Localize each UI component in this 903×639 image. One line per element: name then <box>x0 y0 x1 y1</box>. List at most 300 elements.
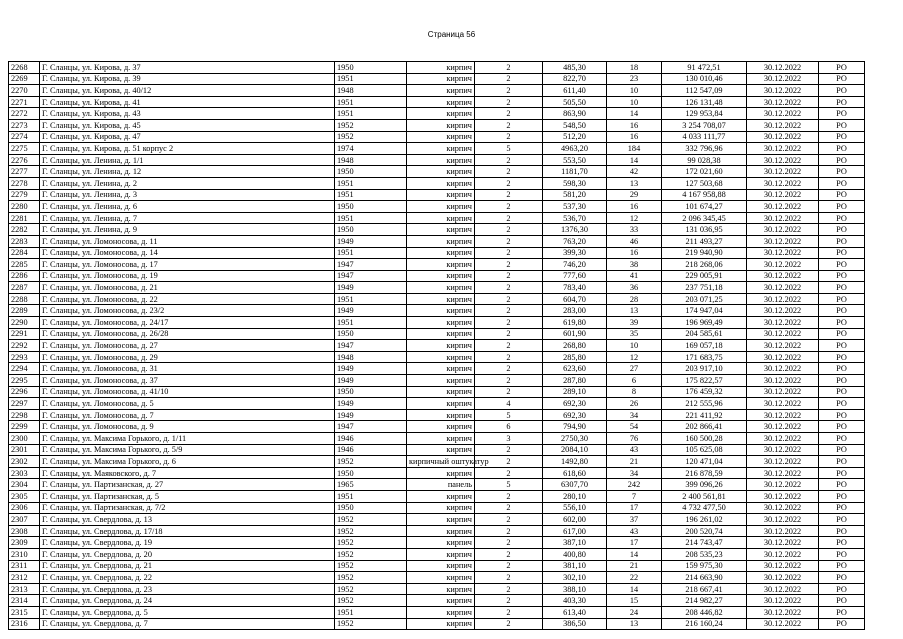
table-row <box>9 62 865 74</box>
area-cell: 280,10 <box>543 490 607 502</box>
amount-cell: 3 254 708,07 <box>662 119 747 131</box>
table-row <box>9 189 865 201</box>
build-year-cell: 1947 <box>335 340 407 352</box>
date-cell: 30.12.2022 <box>747 201 819 213</box>
table-row <box>9 212 865 224</box>
program-code-cell: РО <box>819 398 865 410</box>
wall-material-cell: кирпич <box>407 96 475 108</box>
residents-count-cell: 14 <box>607 154 662 166</box>
amount-cell: 2 400 561,81 <box>662 490 747 502</box>
floors-cell: 6 <box>475 421 543 433</box>
date-cell: 30.12.2022 <box>747 212 819 224</box>
date-cell: 30.12.2022 <box>747 96 819 108</box>
build-year-cell: 1952 <box>335 618 407 630</box>
program-code-cell: РО <box>819 375 865 387</box>
row-number-cell: 2299 <box>9 421 40 433</box>
table-row <box>9 618 865 630</box>
date-cell: 30.12.2022 <box>747 224 819 236</box>
wall-material-cell: кирпич <box>407 201 475 213</box>
area-cell: 6307,70 <box>543 479 607 491</box>
build-year-cell: 1951 <box>335 108 407 120</box>
build-year-cell: 1952 <box>335 548 407 560</box>
row-number-cell: 2287 <box>9 282 40 294</box>
program-code-cell: РО <box>819 595 865 607</box>
residents-count-cell: 10 <box>607 96 662 108</box>
floors-cell: 2 <box>475 119 543 131</box>
area-cell: 783,40 <box>543 282 607 294</box>
build-year-cell: 1946 <box>335 444 407 456</box>
area-cell: 285,80 <box>543 351 607 363</box>
address-cell: Г. Сланцы, ул. Ломоносова, д. 23/2 <box>40 305 335 317</box>
address-cell: Г. Сланцы, ул. Ломоносова, д. 31 <box>40 363 335 375</box>
wall-material-cell: кирпич <box>407 386 475 398</box>
area-cell: 268,80 <box>543 340 607 352</box>
program-code-cell: РО <box>819 96 865 108</box>
row-number-cell: 2296 <box>9 386 40 398</box>
residents-count-cell: 26 <box>607 398 662 410</box>
area-cell: 604,70 <box>543 293 607 305</box>
program-code-cell: РО <box>819 235 865 247</box>
address-cell: Г. Сланцы, ул. Ленина, д. 1/1 <box>40 154 335 166</box>
program-code-cell: РО <box>819 409 865 421</box>
build-year-cell: 1947 <box>335 270 407 282</box>
area-cell: 388,10 <box>543 583 607 595</box>
build-year-cell: 1948 <box>335 154 407 166</box>
program-code-cell: РО <box>819 62 865 74</box>
residents-count-cell: 242 <box>607 479 662 491</box>
program-code-cell: РО <box>819 119 865 131</box>
area-cell: 2084,10 <box>543 444 607 456</box>
table-row <box>9 328 865 340</box>
date-cell: 30.12.2022 <box>747 409 819 421</box>
amount-cell: 129 953,84 <box>662 108 747 120</box>
residents-count-cell: 28 <box>607 293 662 305</box>
build-year-cell: 1952 <box>335 537 407 549</box>
floors-cell: 2 <box>475 270 543 282</box>
residents-count-cell: 6 <box>607 375 662 387</box>
residents-count-cell: 41 <box>607 270 662 282</box>
table-row <box>9 572 865 584</box>
build-year-cell: 1950 <box>335 62 407 74</box>
floors-cell: 2 <box>475 583 543 595</box>
program-code-cell: РО <box>819 201 865 213</box>
floors-cell: 2 <box>475 73 543 85</box>
floors-cell: 2 <box>475 189 543 201</box>
residents-count-cell: 29 <box>607 189 662 201</box>
page-title: Страница 56 <box>427 30 476 39</box>
area-cell: 536,70 <box>543 212 607 224</box>
table-row <box>9 525 865 537</box>
date-cell: 30.12.2022 <box>747 606 819 618</box>
floors-cell: 2 <box>475 166 543 178</box>
date-cell: 30.12.2022 <box>747 340 819 352</box>
table-row <box>9 479 865 491</box>
residents-count-cell: 16 <box>607 131 662 143</box>
table-row <box>9 131 865 143</box>
residents-count-cell: 22 <box>607 572 662 584</box>
date-cell: 30.12.2022 <box>747 317 819 329</box>
amount-cell: 159 975,30 <box>662 560 747 572</box>
area-cell: 692,30 <box>543 398 607 410</box>
address-cell: Г. Сланцы, ул. Свердлова, д. 17/18 <box>40 525 335 537</box>
residents-count-cell: 16 <box>607 119 662 131</box>
build-year-cell: 1952 <box>335 131 407 143</box>
program-code-cell: РО <box>819 537 865 549</box>
area-cell: 623,60 <box>543 363 607 375</box>
program-code-cell: РО <box>819 270 865 282</box>
area-cell: 537,30 <box>543 201 607 213</box>
residents-count-cell: 42 <box>607 166 662 178</box>
amount-cell: 219 940,90 <box>662 247 747 259</box>
area-cell: 692,30 <box>543 409 607 421</box>
residents-count-cell: 23 <box>607 73 662 85</box>
address-cell: Г. Сланцы, ул. Ломоносова, д. 11 <box>40 235 335 247</box>
amount-cell: 2 096 345,45 <box>662 212 747 224</box>
date-cell: 30.12.2022 <box>747 595 819 607</box>
row-number-cell: 2270 <box>9 85 40 97</box>
area-cell: 794,90 <box>543 421 607 433</box>
amount-cell: 196 261,02 <box>662 514 747 526</box>
wall-material-cell: кирпич <box>407 119 475 131</box>
table-row <box>9 537 865 549</box>
build-year-cell: 1951 <box>335 606 407 618</box>
residents-count-cell: 8 <box>607 386 662 398</box>
row-number-cell: 2298 <box>9 409 40 421</box>
residents-count-cell: 35 <box>607 328 662 340</box>
row-number-cell: 2282 <box>9 224 40 236</box>
amount-cell: 211 493,27 <box>662 235 747 247</box>
area-cell: 581,20 <box>543 189 607 201</box>
program-code-cell: РО <box>819 247 865 259</box>
floors-cell: 2 <box>475 502 543 514</box>
address-cell: Г. Сланцы, ул. Свердлова, д. 23 <box>40 583 335 595</box>
wall-material-cell: кирпич <box>407 85 475 97</box>
table-row <box>9 351 865 363</box>
program-code-cell: РО <box>819 606 865 618</box>
row-number-cell: 2312 <box>9 572 40 584</box>
amount-cell: 200 520,74 <box>662 525 747 537</box>
address-cell: Г. Сланцы, ул. Ломоносова, д. 27 <box>40 340 335 352</box>
address-cell: Г. Сланцы, ул. Кирова, д. 41 <box>40 96 335 108</box>
address-cell: Г. Сланцы, ул. Ломоносова, д. 26/28 <box>40 328 335 340</box>
row-number-cell: 2276 <box>9 154 40 166</box>
row-number-cell: 2277 <box>9 166 40 178</box>
floors-cell: 2 <box>475 444 543 456</box>
table-row <box>9 363 865 375</box>
wall-material-cell: кирпич <box>407 340 475 352</box>
floors-cell: 2 <box>475 305 543 317</box>
row-number-cell: 2302 <box>9 456 40 468</box>
date-cell: 30.12.2022 <box>747 398 819 410</box>
program-code-cell: РО <box>819 618 865 630</box>
build-year-cell: 1947 <box>335 421 407 433</box>
area-cell: 822,70 <box>543 73 607 85</box>
wall-material-cell: кирпич <box>407 154 475 166</box>
area-cell: 553,50 <box>543 154 607 166</box>
residents-count-cell: 13 <box>607 618 662 630</box>
wall-material-cell: кирпич <box>407 62 475 74</box>
build-year-cell: 1951 <box>335 293 407 305</box>
amount-cell: 208 535,23 <box>662 548 747 560</box>
date-cell: 30.12.2022 <box>747 247 819 259</box>
address-cell: Г. Сланцы, ул. Ломоносова, д. 24/17 <box>40 317 335 329</box>
build-year-cell: 1950 <box>335 502 407 514</box>
wall-material-cell: кирпич <box>407 131 475 143</box>
floors-cell: 2 <box>475 351 543 363</box>
wall-material-cell: кирпич <box>407 490 475 502</box>
table-row <box>9 444 865 456</box>
floors-cell: 2 <box>475 201 543 213</box>
address-cell: Г. Сланцы, ул. Свердлова, д. 21 <box>40 560 335 572</box>
program-code-cell: РО <box>819 212 865 224</box>
build-year-cell: 1950 <box>335 224 407 236</box>
program-code-cell: РО <box>819 572 865 584</box>
table-row <box>9 606 865 618</box>
residents-count-cell: 46 <box>607 235 662 247</box>
date-cell: 30.12.2022 <box>747 548 819 560</box>
area-cell: 611,40 <box>543 85 607 97</box>
program-code-cell: РО <box>819 351 865 363</box>
wall-material-cell: кирпич <box>407 293 475 305</box>
amount-cell: 203 071,25 <box>662 293 747 305</box>
floors-cell: 2 <box>475 618 543 630</box>
program-code-cell: РО <box>819 293 865 305</box>
wall-material-cell: кирпич <box>407 572 475 584</box>
wall-material-cell: кирпич <box>407 235 475 247</box>
address-cell: Г. Сланцы, ул. Ломоносова, д. 5 <box>40 398 335 410</box>
table-row <box>9 270 865 282</box>
program-code-cell: РО <box>819 467 865 479</box>
floors-cell: 2 <box>475 62 543 74</box>
date-cell: 30.12.2022 <box>747 270 819 282</box>
table-row <box>9 386 865 398</box>
residents-count-cell: 39 <box>607 317 662 329</box>
residents-count-cell: 12 <box>607 212 662 224</box>
table-row <box>9 305 865 317</box>
address-cell: Г. Сланцы, ул. Ломоносова, д. 19 <box>40 270 335 282</box>
address-cell: Г. Сланцы, ул. Ленина, д. 12 <box>40 166 335 178</box>
amount-cell: 169 057,18 <box>662 340 747 352</box>
residents-count-cell: 36 <box>607 282 662 294</box>
area-cell: 400,80 <box>543 548 607 560</box>
address-cell: Г. Сланцы, ул. Ломоносова, д. 7 <box>40 409 335 421</box>
wall-material-cell: кирпич <box>407 247 475 259</box>
area-cell: 485,30 <box>543 62 607 74</box>
area-cell: 2750,30 <box>543 433 607 445</box>
date-cell: 30.12.2022 <box>747 62 819 74</box>
build-year-cell: 1951 <box>335 189 407 201</box>
residents-count-cell: 15 <box>607 595 662 607</box>
row-number-cell: 2313 <box>9 583 40 595</box>
area-cell: 399,30 <box>543 247 607 259</box>
address-cell: Г. Сланцы, ул. Партизанская, д. 5 <box>40 490 335 502</box>
address-cell: Г. Сланцы, ул. Свердлова, д. 7 <box>40 618 335 630</box>
area-cell: 602,00 <box>543 514 607 526</box>
floors-cell: 2 <box>475 108 543 120</box>
wall-material-cell: кирпич <box>407 421 475 433</box>
build-year-cell: 1949 <box>335 282 407 294</box>
address-cell: Г. Сланцы, ул. Свердлова, д. 24 <box>40 595 335 607</box>
area-cell: 289,10 <box>543 386 607 398</box>
area-cell: 863,90 <box>543 108 607 120</box>
table-row <box>9 224 865 236</box>
address-cell: Г. Сланцы, ул. Кирова, д. 45 <box>40 119 335 131</box>
build-year-cell: 1949 <box>335 363 407 375</box>
area-cell: 403,30 <box>543 595 607 607</box>
residents-count-cell: 16 <box>607 247 662 259</box>
build-year-cell: 1951 <box>335 96 407 108</box>
wall-material-cell: кирпич <box>407 560 475 572</box>
table-row <box>9 490 865 502</box>
date-cell: 30.12.2022 <box>747 456 819 468</box>
housing-registry-table <box>8 61 865 630</box>
date-cell: 30.12.2022 <box>747 166 819 178</box>
wall-material-cell: кирпич <box>407 375 475 387</box>
build-year-cell: 1952 <box>335 456 407 468</box>
wall-material-cell: кирпич <box>407 212 475 224</box>
program-code-cell: РО <box>819 363 865 375</box>
date-cell: 30.12.2022 <box>747 375 819 387</box>
address-cell: Г. Сланцы, ул. Кирова, д. 40/12 <box>40 85 335 97</box>
address-cell: Г. Сланцы, ул. Ломоносова, д. 37 <box>40 375 335 387</box>
residents-count-cell: 10 <box>607 340 662 352</box>
row-number-cell: 2288 <box>9 293 40 305</box>
area-cell: 283,00 <box>543 305 607 317</box>
build-year-cell: 1948 <box>335 351 407 363</box>
table-row <box>9 595 865 607</box>
floors-cell: 2 <box>475 560 543 572</box>
build-year-cell: 1949 <box>335 305 407 317</box>
table-row <box>9 502 865 514</box>
area-cell: 302,10 <box>543 572 607 584</box>
area-cell: 618,60 <box>543 467 607 479</box>
wall-material-cell: кирпичный оштукатур <box>407 456 475 468</box>
row-number-cell: 2271 <box>9 96 40 108</box>
row-number-cell: 2297 <box>9 398 40 410</box>
row-number-cell: 2306 <box>9 502 40 514</box>
floors-cell: 2 <box>475 595 543 607</box>
row-number-cell: 2291 <box>9 328 40 340</box>
date-cell: 30.12.2022 <box>747 537 819 549</box>
build-year-cell: 1952 <box>335 595 407 607</box>
area-cell: 598,30 <box>543 177 607 189</box>
program-code-cell: РО <box>819 282 865 294</box>
wall-material-cell: кирпич <box>407 502 475 514</box>
table-row <box>9 177 865 189</box>
address-cell: Г. Сланцы, ул. Кирова, д. 47 <box>40 131 335 143</box>
program-code-cell: РО <box>819 189 865 201</box>
wall-material-cell: кирпич <box>407 409 475 421</box>
area-cell: 777,60 <box>543 270 607 282</box>
program-code-cell: РО <box>819 317 865 329</box>
date-cell: 30.12.2022 <box>747 351 819 363</box>
floors-cell: 2 <box>475 548 543 560</box>
address-cell: Г. Сланцы, ул. Ленина, д. 9 <box>40 224 335 236</box>
floors-cell: 2 <box>475 386 543 398</box>
build-year-cell: 1951 <box>335 212 407 224</box>
floors-cell: 2 <box>475 235 543 247</box>
row-number-cell: 2294 <box>9 363 40 375</box>
residents-count-cell: 76 <box>607 433 662 445</box>
build-year-cell: 1952 <box>335 583 407 595</box>
date-cell: 30.12.2022 <box>747 386 819 398</box>
date-cell: 30.12.2022 <box>747 328 819 340</box>
date-cell: 30.12.2022 <box>747 143 819 155</box>
amount-cell: 332 796,96 <box>662 143 747 155</box>
wall-material-cell: кирпич <box>407 351 475 363</box>
amount-cell: 172 021,60 <box>662 166 747 178</box>
table-row <box>9 375 865 387</box>
build-year-cell: 1948 <box>335 85 407 97</box>
address-cell: Г. Сланцы, ул. Партизанская, д. 7/2 <box>40 502 335 514</box>
wall-material-cell: кирпич <box>407 143 475 155</box>
residents-count-cell: 16 <box>607 201 662 213</box>
area-cell: 613,40 <box>543 606 607 618</box>
date-cell: 30.12.2022 <box>747 444 819 456</box>
table-row <box>9 247 865 259</box>
build-year-cell: 1951 <box>335 73 407 85</box>
wall-material-cell: кирпич <box>407 444 475 456</box>
wall-material-cell: кирпич <box>407 259 475 271</box>
floors-cell: 2 <box>475 317 543 329</box>
build-year-cell: 1946 <box>335 433 407 445</box>
table-row <box>9 409 865 421</box>
table-row <box>9 73 865 85</box>
date-cell: 30.12.2022 <box>747 514 819 526</box>
area-cell: 1181,70 <box>543 166 607 178</box>
address-cell: Г. Сланцы, ул. Максима Горького, д. 5/9 <box>40 444 335 456</box>
floors-cell: 2 <box>475 537 543 549</box>
floors-cell: 2 <box>475 340 543 352</box>
amount-cell: 214 743,47 <box>662 537 747 549</box>
program-code-cell: РО <box>819 444 865 456</box>
program-code-cell: РО <box>819 131 865 143</box>
date-cell: 30.12.2022 <box>747 131 819 143</box>
table-row <box>9 398 865 410</box>
floors-cell: 2 <box>475 375 543 387</box>
program-code-cell: РО <box>819 177 865 189</box>
wall-material-cell: кирпич <box>407 189 475 201</box>
date-cell: 30.12.2022 <box>747 108 819 120</box>
floors-cell: 2 <box>475 177 543 189</box>
residents-count-cell: 37 <box>607 514 662 526</box>
residents-count-cell: 14 <box>607 583 662 595</box>
row-number-cell: 2275 <box>9 143 40 155</box>
date-cell: 30.12.2022 <box>747 282 819 294</box>
table-row <box>9 119 865 131</box>
address-cell: Г. Сланцы, ул. Ломоносова, д. 9 <box>40 421 335 433</box>
build-year-cell: 1952 <box>335 560 407 572</box>
row-number-cell: 2305 <box>9 490 40 502</box>
row-number-cell: 2307 <box>9 514 40 526</box>
floors-cell: 2 <box>475 525 543 537</box>
wall-material-cell: кирпич <box>407 270 475 282</box>
wall-material-cell: кирпич <box>407 398 475 410</box>
address-cell: Г. Сланцы, ул. Партизанская, д. 27 <box>40 479 335 491</box>
row-number-cell: 2308 <box>9 525 40 537</box>
wall-material-cell: кирпич <box>407 595 475 607</box>
table-row <box>9 235 865 247</box>
wall-material-cell: кирпич <box>407 606 475 618</box>
address-cell: Г. Сланцы, ул. Свердлова, д. 13 <box>40 514 335 526</box>
amount-cell: 216 160,24 <box>662 618 747 630</box>
date-cell: 30.12.2022 <box>747 490 819 502</box>
date-cell: 30.12.2022 <box>747 479 819 491</box>
amount-cell: 160 500,28 <box>662 433 747 445</box>
residents-count-cell: 10 <box>607 85 662 97</box>
floors-cell: 5 <box>475 143 543 155</box>
table-row <box>9 201 865 213</box>
